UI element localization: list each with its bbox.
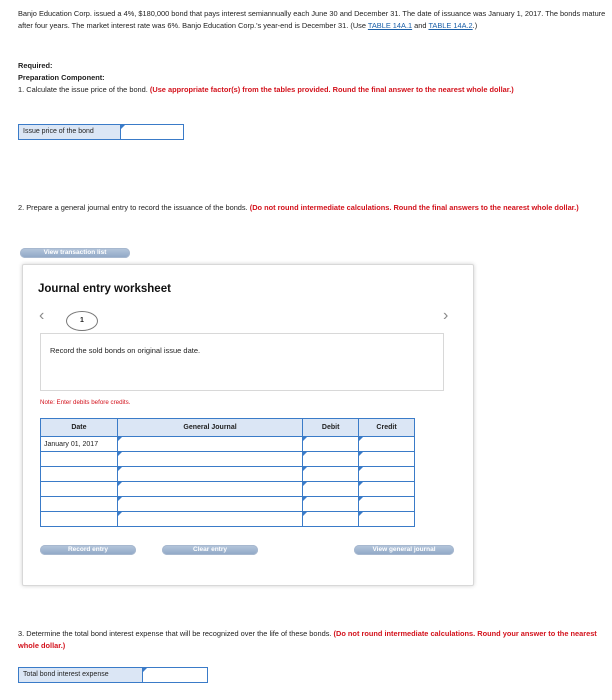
question-3-instruction: (Do not round intermediate calculations. Round your answer to the nearest whole dollar.) <box>18 629 597 650</box>
journal-entry-worksheet <box>22 264 474 586</box>
account-cell[interactable] <box>117 482 302 497</box>
date-cell: January 01, 2017 <box>41 437 118 452</box>
problem-text: Banjo Education Corp. issued a 4%, $180,000 bond that pays interest semiannually each June 30 and December 31. The date of issuance was January 1, 2017. The bonds mature after four years. The market interest rate was 6%. Banjo Education Corp.'s year-end is December 31. (Use <box>18 9 606 30</box>
account-cell[interactable] <box>117 512 302 527</box>
credit-cell[interactable] <box>359 452 415 467</box>
column-general-journal: General Journal <box>117 419 302 437</box>
table-row <box>41 497 415 512</box>
table-row <box>41 437 415 452</box>
debit-cell[interactable] <box>303 437 359 452</box>
account-cell[interactable] <box>117 467 302 482</box>
table-row <box>41 452 415 467</box>
debit-cell[interactable] <box>303 497 359 512</box>
preparation-component-heading: Preparation Component: <box>18 73 105 82</box>
required-heading: Required: <box>18 61 53 70</box>
credit-cell[interactable] <box>359 467 415 482</box>
issue-price-input[interactable] <box>120 124 184 140</box>
debit-cell[interactable] <box>303 512 359 527</box>
record-entry-button[interactable]: Record entry <box>40 545 136 555</box>
question-1-instruction: (Use appropriate factor(s) from the tables provided. Round the final answer to the nearest whole dollar.) <box>149 85 514 94</box>
date-cell <box>41 512 118 527</box>
date-cell <box>41 497 118 512</box>
question-3 <box>18 628 610 652</box>
issue-price-field-row <box>18 124 184 140</box>
account-cell[interactable] <box>117 437 302 452</box>
problem-statement <box>18 8 608 32</box>
credit-cell[interactable] <box>359 512 415 527</box>
date-cell <box>41 467 118 482</box>
issue-price-label: Issue price of the bond <box>18 124 120 140</box>
question-2-text: Prepare a general journal entry to record the issuance of the bonds. <box>24 203 250 212</box>
credit-cell[interactable] <box>359 482 415 497</box>
table-row <box>41 482 415 497</box>
question-1 <box>18 84 606 96</box>
question-2-instruction: (Do not round intermediate calculations. Round the final answers to the nearest whole dollar.) <box>249 203 579 212</box>
close-text: .) <box>472 21 478 30</box>
account-cell[interactable] <box>117 452 302 467</box>
column-credit: Credit <box>359 419 415 437</box>
question-1-number: 1. <box>18 85 25 94</box>
question-2-number: 2. <box>18 203 25 212</box>
view-general-journal-button[interactable]: View general journal <box>354 545 454 555</box>
question-3-number: 3. <box>18 629 25 638</box>
column-date: Date <box>41 419 118 437</box>
and-text: and <box>412 21 429 30</box>
worksheet-description: Record the sold bonds on original issue date. <box>50 346 201 355</box>
credit-cell[interactable] <box>359 437 415 452</box>
total-interest-label: Total bond interest expense <box>18 667 142 683</box>
question-2 <box>18 202 610 214</box>
table-14a1-link[interactable]: TABLE 14A.1 <box>367 21 413 30</box>
step-1-indicator[interactable]: 1 <box>66 311 98 331</box>
date-cell <box>41 482 118 497</box>
credit-cell[interactable] <box>359 497 415 512</box>
clear-entry-button[interactable]: Clear entry <box>162 545 258 555</box>
question-3-text: Determine the total bond interest expense that will be recognized over the life of these bonds. <box>24 629 334 638</box>
table-row <box>41 467 415 482</box>
question-1-text: Calculate the issue price of the bond. <box>24 85 150 94</box>
total-interest-field-row <box>18 667 208 683</box>
column-debit: Debit <box>303 419 359 437</box>
journal-entry-table <box>40 418 415 527</box>
next-arrow-icon[interactable]: › <box>443 307 449 324</box>
view-transaction-list-button[interactable]: View transaction list <box>20 248 130 258</box>
total-interest-input[interactable] <box>142 667 208 683</box>
worksheet-description-box <box>40 333 444 391</box>
previous-arrow-icon[interactable]: ‹ <box>39 307 45 324</box>
debit-cell[interactable] <box>303 452 359 467</box>
account-cell[interactable] <box>117 497 302 512</box>
date-cell <box>41 452 118 467</box>
worksheet-note: Note: Enter debits before credits. <box>40 399 131 406</box>
worksheet-title: Journal entry worksheet <box>38 283 171 295</box>
table-row <box>41 512 415 527</box>
debit-cell[interactable] <box>303 482 359 497</box>
debit-cell[interactable] <box>303 467 359 482</box>
table-14a2-link[interactable]: TABLE 14A.2 <box>428 21 473 30</box>
